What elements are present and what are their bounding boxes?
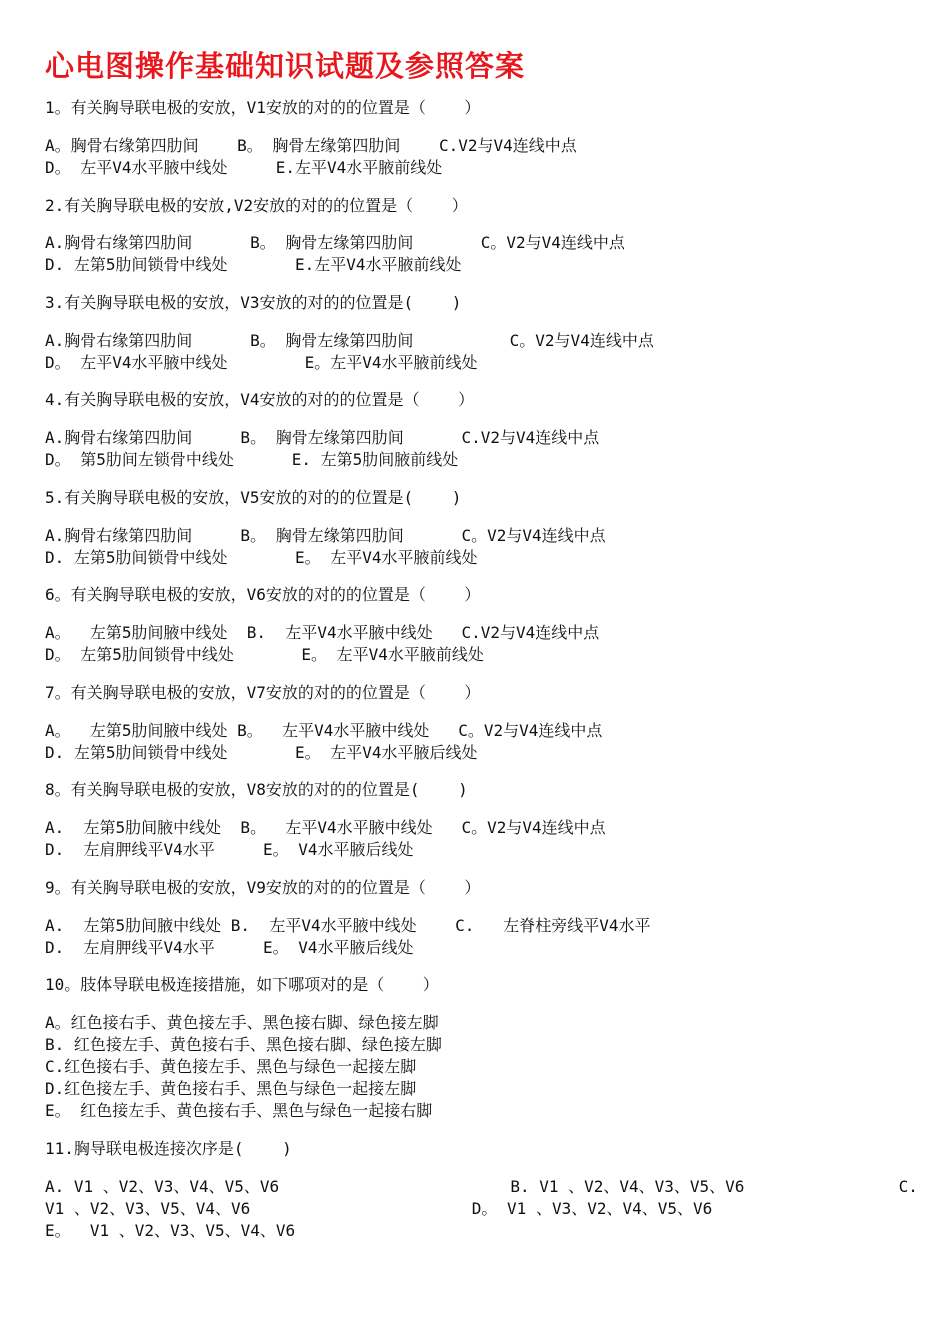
question-10-option-b: B. 红色接左手、黄色接右手、黑色接右脚、绿色接左脚	[45, 1035, 442, 1054]
question-11: 11.胸导联电极连接次序是( )	[45, 1139, 292, 1158]
question-7-options-row-2: D. 左第5肋间锁骨中线处 E。 左平V4水平腋后线处	[45, 743, 478, 762]
page-title: 心电图操作基础知识试题及参照答案	[45, 49, 526, 83]
question-5-options-row-1: A.胸骨右缘第四肋间 B。 胸骨左缘第四肋间 C。V2与V4连线中点	[45, 526, 606, 545]
question-11-options-row-2: V1 、V2、V3、V5、V4、V6 D。 V1 、V3、V2、V4、V5、V6	[45, 1199, 713, 1218]
question-7-options-row-1: A。 左第5肋间腋中线处 B。 左平V4水平腋中线处 C。V2与V4连线中点	[45, 721, 603, 740]
question-1-options-row-2: D。 左平V4水平腋中线处 E.左平V4水平腋前线处	[45, 158, 443, 177]
question-3: 3.有关胸导联电极的安放，V3安放的对的的位置是( )	[45, 293, 462, 312]
question-5-options-row-2: D. 左第5肋间锁骨中线处 E。 左平V4水平腋前线处	[45, 548, 478, 567]
question-3-options-row-1: A.胸骨右缘第四肋间 B。 胸骨左缘第四肋间 C。V2与V4连线中点	[45, 331, 654, 350]
question-3-options-row-2: D。 左平V4水平腋中线处 E。左平V4水平腋前线处	[45, 353, 478, 372]
question-8-options-row-1: A. 左第5肋间腋中线处 B。 左平V4水平腋中线处 C。V2与V4连线中点	[45, 818, 606, 837]
question-4: 4.有关胸导联电极的安放，V4安放的对的的位置是（ ）	[45, 390, 475, 409]
question-2: 2.有关胸导联电极的安放,V2安放的对的的位置是（ ）	[45, 196, 468, 215]
question-9-options-row-2: D. 左肩胛线平V4水平 E。 V4水平腋后线处	[45, 938, 414, 957]
question-2-options-row-2: D. 左第5肋间锁骨中线处 E.左平V4水平腋前线处	[45, 255, 462, 274]
question-6: 6。有关胸导联电极的安放，V6安放的对的的位置是（ ）	[45, 585, 481, 604]
question-11-options-row-3: E。 V1 、V2、V3、V5、V4、V6	[45, 1221, 296, 1240]
question-10-option-e: E。 红色接左手、黄色接右手、黑色与绿色一起接右脚	[45, 1101, 433, 1120]
question-1-options-row-1: A。胸骨右缘第四肋间 B。 胸骨左缘第四肋间 C.V2与V4连线中点	[45, 136, 577, 155]
question-10-option-a: A。红色接右手、黄色接左手、黑色接右脚、绿色接左脚	[45, 1013, 439, 1032]
question-9: 9。有关胸导联电极的安放，V9安放的对的的位置是（ ）	[45, 878, 481, 897]
question-10: 10。肢体导联电极连接措施，如下哪项对的是（ ）	[45, 975, 439, 994]
question-8: 8。有关胸导联电极的安放，V8安放的对的的位置是( )	[45, 780, 468, 799]
question-4-options-row-1: A.胸骨右缘第四肋间 B。 胸骨左缘第四肋间 C.V2与V4连线中点	[45, 428, 600, 447]
question-10-option-c: C.红色接右手、黄色接左手、黑色与绿色一起接左脚	[45, 1057, 417, 1076]
question-6-options-row-2: D。 左第5肋间锁骨中线处 E。 左平V4水平腋前线处	[45, 645, 484, 664]
question-4-options-row-2: D。 第5肋间左锁骨中线处 E. 左第5肋间腋前线处	[45, 450, 459, 469]
question-6-options-row-1: A。 左第5肋间腋中线处 B. 左平V4水平腋中线处 C.V2与V4连线中点	[45, 623, 600, 642]
question-9-options-row-1: A. 左第5肋间腋中线处 B. 左平V4水平腋中线处 C. 左脊柱旁线平V4水平	[45, 916, 651, 935]
question-2-options-row-1: A.胸骨右缘第四肋间 B。 胸骨左缘第四肋间 C。V2与V4连线中点	[45, 233, 625, 252]
question-1: 1。有关胸导联电极的安放，V1安放的对的的位置是（ ）	[45, 98, 481, 117]
question-11-options-row-1: A. V1 、V2、V3、V4、V5、V6 B. V1 、V2、V4、V3、V5、V6 C.	[45, 1177, 918, 1196]
question-7: 7。有关胸导联电极的安放，V7安放的对的的位置是（ ）	[45, 683, 481, 702]
question-5: 5.有关胸导联电极的安放，V5安放的对的的位置是( )	[45, 488, 462, 507]
question-10-option-d: D.红色接左手、黄色接右手、黑色与绿色一起接左脚	[45, 1079, 417, 1098]
question-8-options-row-2: D. 左肩胛线平V4水平 E。 V4水平腋后线处	[45, 840, 414, 859]
